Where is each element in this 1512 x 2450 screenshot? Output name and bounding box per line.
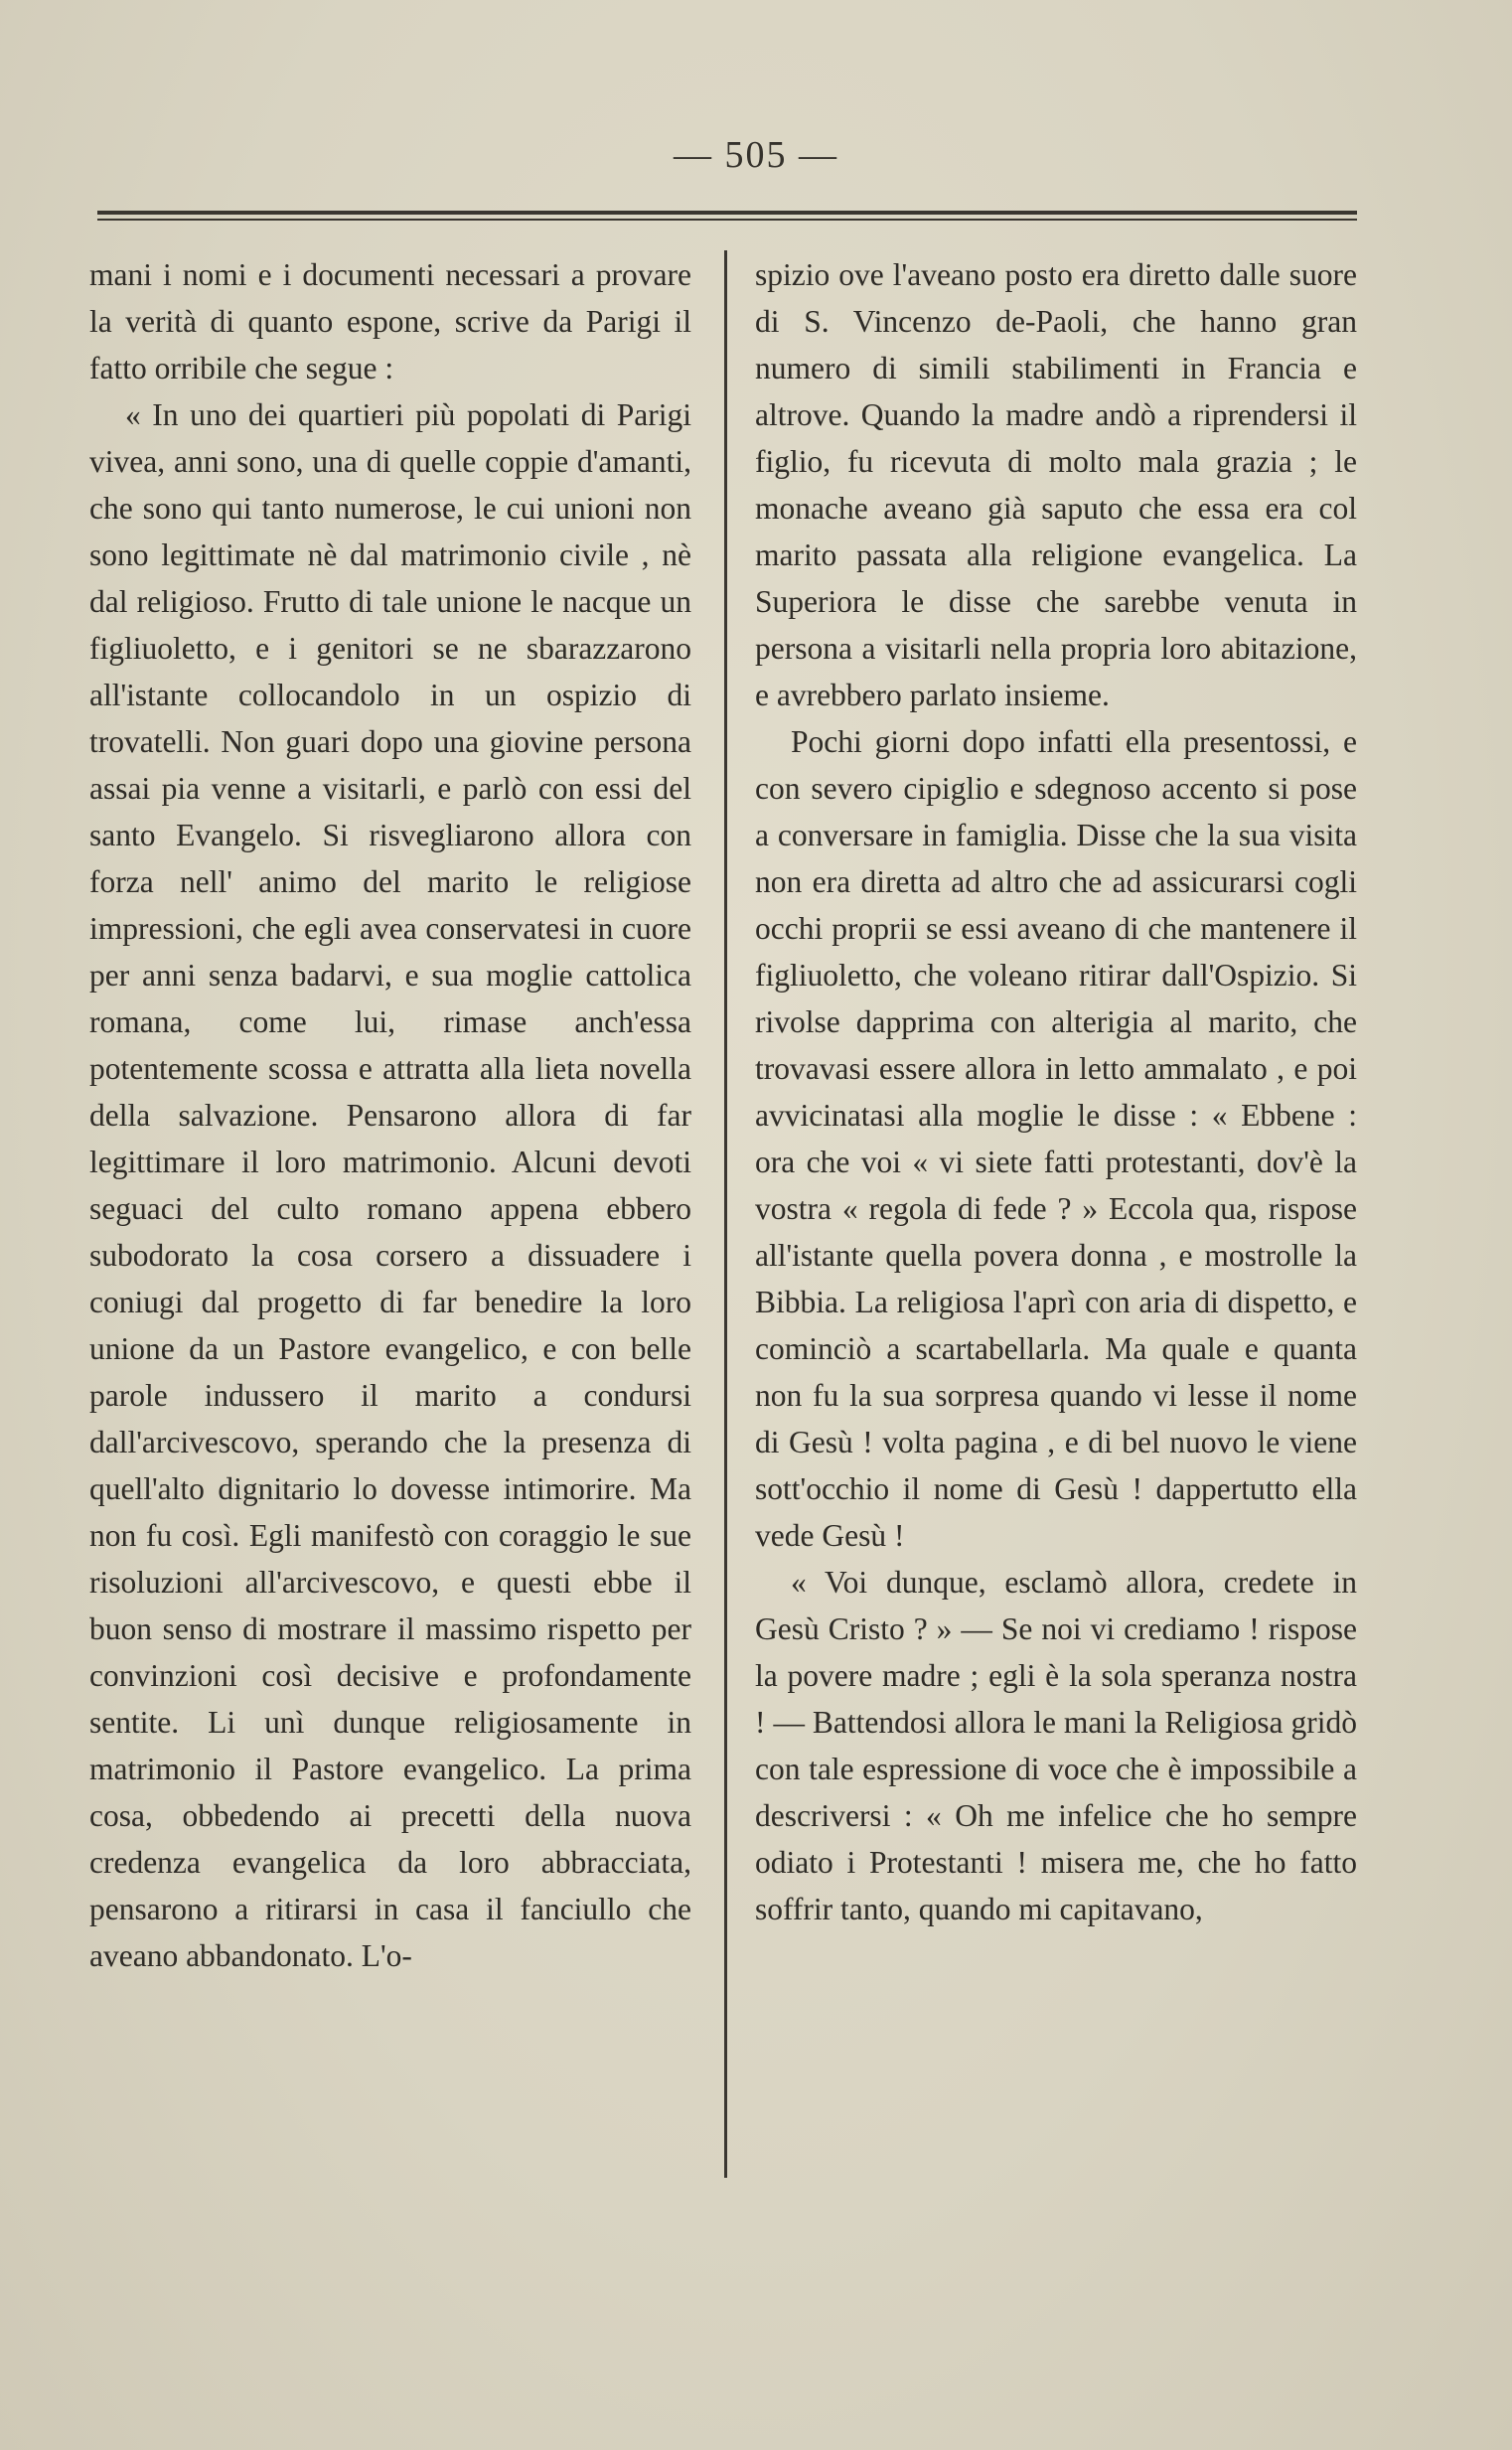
header-rule-thick	[97, 211, 1357, 215]
column-divider	[724, 250, 727, 2178]
page-number: — 505 —	[674, 134, 838, 176]
right-column	[755, 251, 1357, 1932]
left-paragraph-2: « In uno dei quartieri più popolati di Parigi vivea, anni sono, una di quelle coppie d'amanti, che sono qui tanto numerose, le cui unioni non sono legittimate nè dal matrimonio civile , nè dal religioso. Frutto di tale unione le nacque un figliuoletto, e i genitori se ne sbarazzarono all'istante collocandolo in un ospizio di trovatelli. Non guari dopo una giovine persona assai pia venne a visitarli, e parlò con essi del santo Evangelo. Si risvegliarono allora con forza nell' animo del marito le religiose impressioni, che egli avea conservatesi in cuore per anni senza badarvi, e sua moglie cattolica romana, come lui, rimase anch'essa potentemente scossa e attratta alla lieta novella della salvazione. Pensarono allora di far legittimare il loro matrimonio. Alcuni devoti seguaci del culto romano appena ebbero subodorato la cosa corsero a dissuadere i coniugi dal progetto di far benedire la loro unione da un Pastore evangelico, e con belle parole indussero il marito a condursi dall'arcivescovo, sperando che la presenza di quell'alto dignitario lo dovesse intimorire. Ma non fu così. Egli manifestò con coraggio le sue risoluzioni all'arcivescovo, e questi ebbe il buon senso di mostrare il massimo rispetto per convinzioni così decisive e profondamente sentite. Li unì dunque religiosamente in matrimonio il Pastore evangelico. La prima cosa, obbedendo ai precetti della nuova credenza evangelica da loro abbracciata, pensarono a ritirarsi in casa il fanciullo che aveano abbandonato. L'o-	[89, 397, 691, 1973]
right-paragraph-3: « Voi dunque, esclamò allora, credete in Gesù Cristo ? » — Se noi vi crediamo ! rispose la povere madre ; egli è la sola speranza nostra ! — Battendosi allora le mani la Religiosa gridò con tale espressione di voce che è impossibile a descriversi : « Oh me infelice che ho sempre odiato i Protestanti ! misera me, che ho fatto soffrir tanto, quando mi capitavano,	[755, 1565, 1357, 1926]
header-rule-thin	[97, 219, 1357, 221]
right-paragraph-2: Pochi giorni dopo infatti ella presentossi, e con severo cipiglio e sdegnoso accento si pose a conversare in famiglia. Disse che la sua visita non era diretta ad altro che ad assicurarsi cogli occhi proprii se essi aveano di che mantenere il figliuoletto, che voleano ritirar dall'Ospizio. Si rivolse dapprima con alterigia al marito, che trovavasi essere allora in letto ammalato , e poi avvicinatasi alla moglie le disse : « Ebbene : ora che voi « vi siete fatti protestanti, dov'è la vostra « regola di fede ? » Eccola qua, rispose all'istante quella povera donna , e mostrolle la Bibbia. La religiosa l'aprì con aria di dispetto, e cominciò a scartabellarla. Ma quale e quanta non fu la sua sorpresa quando vi lesse il nome di Gesù ! volta pagina , e di bel nuovo le viene sott'occhio il nome di Gesù ! dappertutto ella vede Gesù !	[755, 724, 1357, 1553]
right-paragraph-1: spizio ove l'aveano posto era diretto dalle suore di S. Vincenzo de-Paoli, che hanno gran numero di simili stabilimenti in Francia e altrove. Quando la madre andò a riprendersi il figlio, fu ricevuta di molto mala grazia ; le monache aveano già saputo che essa era col marito passata alla religione evangelica. La Superiora le disse che sarebbe venuta in persona a visitarli nella propria loro abitazione, e avrebbero parlato insieme.	[755, 257, 1357, 712]
left-paragraph-1: mani i nomi e i documenti necessari a provare la verità di quanto espone, scrive da Parigi il fatto orribile che segue :	[89, 257, 691, 385]
left-column	[89, 251, 691, 1979]
